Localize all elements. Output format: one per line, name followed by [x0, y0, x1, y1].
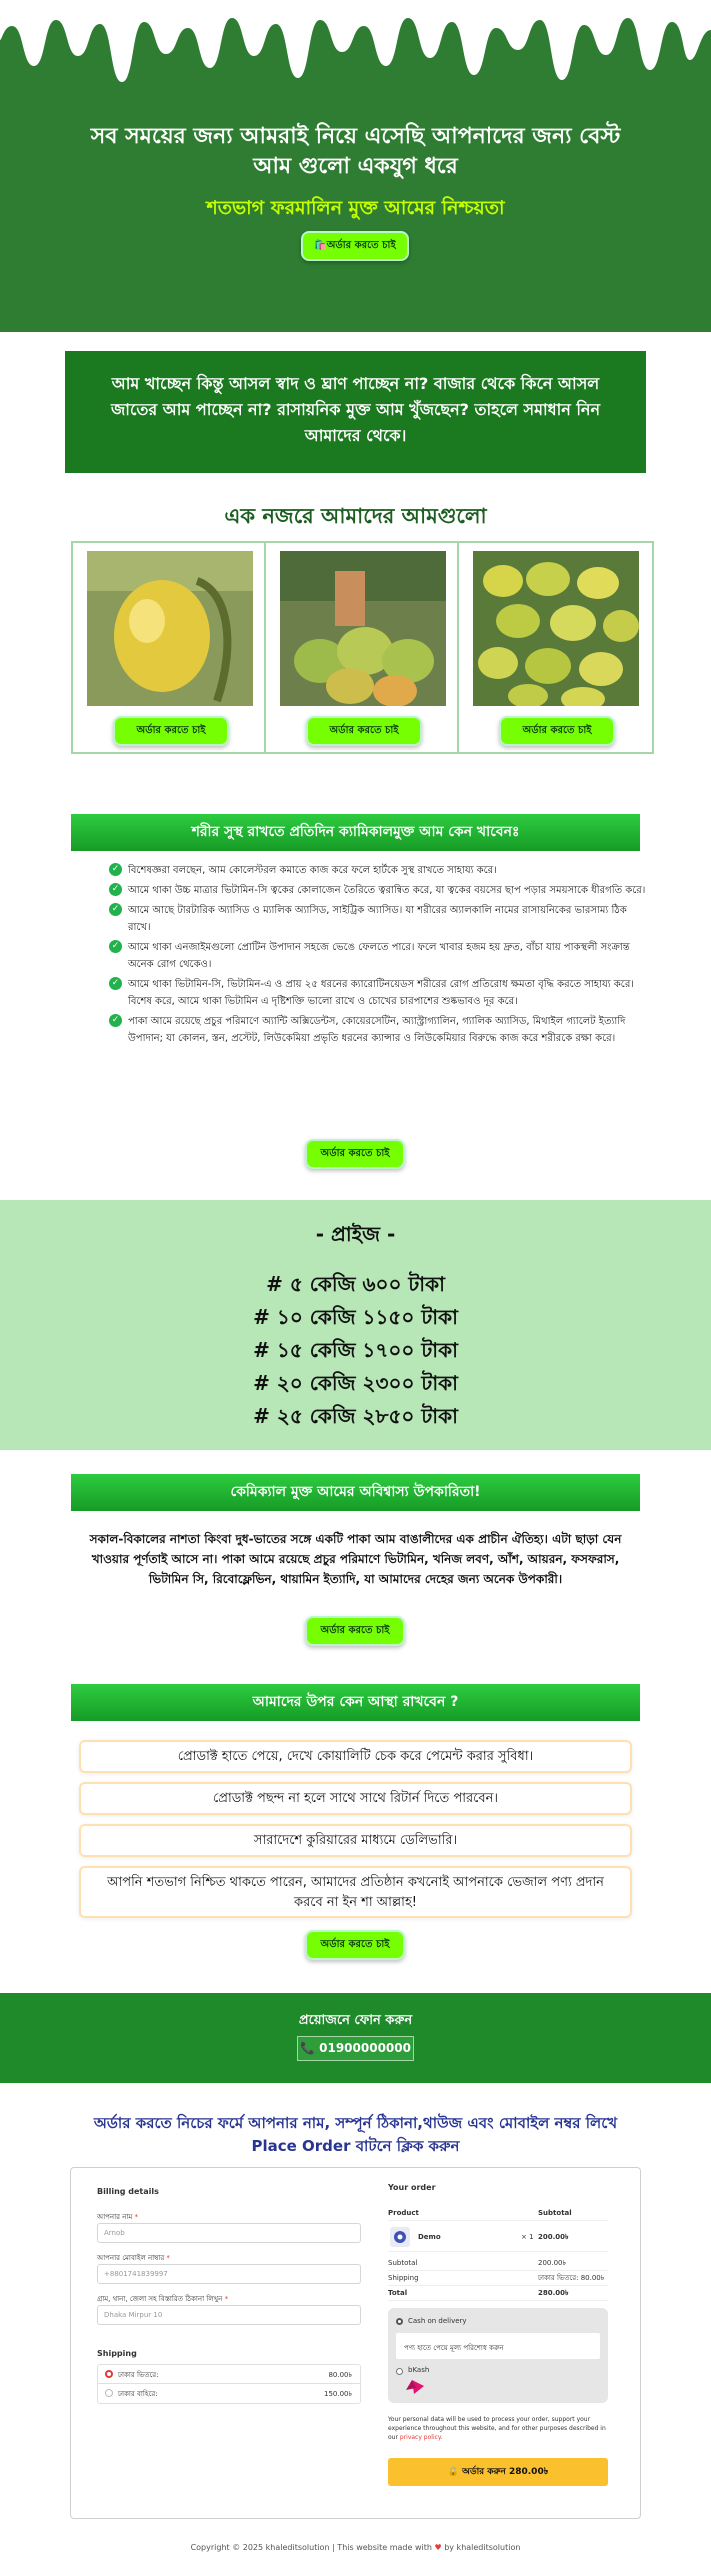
- price-section: [0, 1200, 711, 1450]
- radio-selected-icon[interactable]: [396, 2318, 403, 2325]
- mango-photo-3: [473, 551, 639, 706]
- benefits-header: শরীর সুস্থ রাখতে প্রতিদিন ক্যামিকালমুক্ত আম কেন খাবেনঃ: [71, 814, 640, 851]
- address-input[interactable]: Dhaka Mirpur 10: [97, 2305, 361, 2325]
- card-order-button-3[interactable]: অর্ডার করতে চাই: [499, 716, 615, 746]
- place-order-button[interactable]: 🔒 অর্ডার করুন 280.00৳: [388, 2458, 608, 2486]
- contact-title: প্রয়োজনে ফোন করুন: [298, 2013, 413, 2028]
- trust-item: প্রোডাক্ট হাতে পেয়ে, দেখে কোয়ালিটি চেক করে পেমেন্ট করার সুবিধা।: [79, 1740, 632, 1773]
- cod-label[interactable]: Cash on delivery: [408, 2317, 467, 2325]
- phone-button[interactable]: 📞 01900000000: [297, 2036, 414, 2061]
- chemical-header: কেমিক্যাল মুক্ত আমের অবিশ্বাস্য উপকারিতা!: [71, 1474, 640, 1511]
- price-row: # ২০ কেজি ২৩০০ টাকা: [253, 1371, 458, 1395]
- trust-order-button[interactable]: অর্ডার করতে চাই: [305, 1930, 405, 1960]
- mango-photo-2: [280, 551, 446, 706]
- privacy-text: Your personal data will be used to process your order, support your experience throughout this website, and for other purposes described in our privacy policy.: [388, 2416, 606, 2441]
- benefits-list: [111, 862, 648, 1050]
- bkash-logo-icon: [398, 2378, 428, 2396]
- checkout-form: [70, 2167, 641, 2519]
- privacy-policy-link[interactable]: privacy policy.: [399, 2434, 443, 2441]
- check-icon: ✓: [109, 863, 122, 876]
- order-instructions: অর্ডার করতে নিচের ফর্মে আপনার নাম, সম্পূর্ন ঠিকানা,থাউজ এবং মোবাইল নম্বর লিখে Place Order বাটনে ক্লিক করুন: [93, 2114, 618, 2155]
- total-row: Total 280.00৳: [388, 2286, 608, 2301]
- list-item: ✓ পাকা আমে রয়েছে প্রচুর পরিমাণে অ্যান্টি অক্সিডেন্টস, কোয়েরসেটিন, অ্যাস্ট্রাগ্যালিন, গ্যালিক অ্যাসিড, মিথাইল গ্যালেট ইত্যাদি উপাদান; যা কোলন, স্তন, প্রস্টেট, লিউকেমিয়া প্রভৃতি ধরনের ক্যান্সার ও লিউকেমিয়ার বিরুদ্ধে কাজ করে শরীরকে রক্ষা করে।: [128, 1013, 648, 1047]
- contact-section: [0, 1993, 711, 2083]
- hero-title: সব সময়ের জন্য আমরাই নিয়ে এসেছি আপনাদের জন্য বেস্ট আম গুলো একযুগ ধরে: [90, 124, 621, 179]
- trust-header: আমাদের উপর কেন আস্থা রাখবেন ?: [71, 1684, 640, 1721]
- shipping-row: Shipping ঢাকার ভিতরে: 80.00৳: [388, 2271, 608, 2286]
- price-row: # ১৫ কেজি ১৭০০ টাকা: [253, 1338, 458, 1362]
- shipping-option-outside[interactable]: ঢাকার বাহিরে: 150.00৳: [98, 2384, 360, 2403]
- shipping-option-inside[interactable]: ঢাকার ভিতরে: 80.00৳: [98, 2365, 360, 2384]
- trust-item: প্রোডাক্ট পছন্দ না হলে সাথে সাথে রিটার্ন দিতে পারবেন।: [79, 1782, 632, 1815]
- footer: Copyright © 2025 khaleditsolution | This website made with ♥ by khaleditsolution: [190, 2543, 521, 2552]
- price-title: - প্রাইজ -: [315, 1222, 396, 1246]
- price-row: # ৫ কেজি ৬০০ টাকা: [266, 1272, 445, 1296]
- intro-box: আম খাচ্ছেন কিন্তু আসল স্বাদ ও ঘ্রাণ পাচ্ছেন না? বাজার থেকে কিনে আসল জাতের আম পাচ্ছেন না? রাসায়নিক মুক্ত আম খুঁজছেন? তাহলে সমাধান নিন আমাদের থেকে।: [65, 351, 646, 473]
- card-order-button-1[interactable]: অর্ডার করতে চাই: [113, 716, 229, 746]
- chemical-text: সকাল-বিকালের নাশতা কিংবা দুধ-ভাতের সঙ্গে একটি পাকা আম বাঙালীদের এক প্রাচীন ঐতিহ্য। এটা ছাড়া যেন খাওয়ার পূর্ণতাই আসে না। পাকা আমে রয়েছে প্রচুর পরিমাণে ভিটামিন, খনিজ লবণ, আঁশ, আয়রন, ফসফরাস, ভিটামিন সি, রিবোফ্লেভিন, থায়ামিন ইত্যাদি, যা আমাদের দেহের জন্য অনেক উপকারী।: [89, 1532, 622, 1586]
- price-row: # ১০ কেজি ১১৫০ টাকা: [253, 1305, 458, 1329]
- chemical-order-button[interactable]: অর্ডার করতে চাই: [305, 1616, 405, 1646]
- product-card-2: [264, 541, 461, 754]
- your-order-title: Your order: [388, 2183, 436, 2192]
- name-input[interactable]: Arnob: [97, 2223, 361, 2243]
- product-thumbnail-icon: [390, 2227, 410, 2247]
- bkash-label[interactable]: bKash: [408, 2366, 430, 2374]
- phone-label: আপনার মোবাইল নাম্বার *: [97, 2254, 170, 2262]
- shipping-title: Shipping: [97, 2349, 137, 2358]
- list-item: ✓ আমে থাকা ভিটামিন-সি, ভিটামিন-এ ও প্রায় ২৫ ধরনের ক্যারোটিনয়েডস শরীরের রোগ প্রতিরোধ ক্ষমতা বৃদ্ধি করতে সাহায্য করে। বিশেষ করে, আমে থাকা ভিটামিন এ দৃষ্টিশক্তি ভালো রাখে ও চোখের চারপাশের শুষ্কভাবও দূর করে।: [128, 976, 648, 1010]
- list-item: ✓ বিশেষজ্ঞরা বলছেন, আম কোলেস্টরল কমাতে কাজ করে ফলে হার্টকে সুস্থ রাখতে সাহায্য করে।: [128, 862, 648, 879]
- check-icon: ✓: [109, 940, 122, 953]
- gallery-title: এক নজরে আমাদের আমগুলো: [224, 504, 487, 528]
- product-card-1: [71, 541, 268, 754]
- trust-item: সারাদেশে কুরিয়ারের মাধ্যমে ডেলিভারি।: [79, 1824, 632, 1857]
- list-item: ✓ আমে আছে টারটারিক অ্যাসিড ও ম্যালিক অ্যাসিড, সাইট্রিক অ্যাসিড। যা শরীরের অ্যালকালি নামের রাসায়নিকের ভারসাম্য ঠিক রাখে।: [128, 902, 648, 936]
- check-icon: ✓: [109, 977, 122, 990]
- radio-icon[interactable]: [105, 2389, 113, 2397]
- product-card-3: [457, 541, 654, 754]
- shipping-options: [97, 2364, 361, 2404]
- payment-methods: [388, 2308, 608, 2403]
- trust-item: আপনি শতভাগ নিশ্চিত থাকতে পারেন, আমাদের প্রতিষ্ঠান কখনোই আপনাকে ভেজাল পণ্য প্রদান করবে না ইন শা আল্লাহ!: [79, 1866, 632, 1918]
- billing-title: Billing details: [97, 2187, 159, 2196]
- address-label: গ্রাম, থানা, জেলা সহ বিস্তারিত ঠিকানা লিখুন *: [97, 2295, 229, 2303]
- list-item: ✓ আমে থাকা উচ্চ মাত্রার ভিটামিন-সি ত্বকের কোলাজেন তৈরিতে ত্বরান্বিত করে, যা ত্বকের বয়সের ছাপ পড়ার সময়সাকে ধীরগতি করে।: [128, 882, 648, 899]
- hero-subtitle: শতভাগ ফরমালিন মুক্ত আমের নিশ্চয়তা: [206, 197, 505, 219]
- check-icon: ✓: [109, 883, 122, 896]
- drip-decoration: [0, 0, 711, 100]
- phone-input[interactable]: +8801741839997: [97, 2264, 361, 2284]
- name-label: আপনার নাম *: [97, 2213, 139, 2221]
- subtotal-row: Subtotal 200.00৳: [388, 2256, 608, 2271]
- check-icon: ✓: [109, 903, 122, 916]
- hero-section: [0, 0, 711, 332]
- card-order-button-2[interactable]: অর্ডার করতে চাই: [306, 716, 422, 746]
- price-row: # ২৫ কেজি ২৮৫০ টাকা: [253, 1404, 458, 1428]
- check-icon: ✓: [109, 1014, 122, 1027]
- hero-order-button[interactable]: 🛍️অর্ডার করতে চাই: [301, 231, 409, 261]
- heart-icon: ♥: [434, 2543, 442, 2552]
- list-item: ✓ আমে থাকা এনজাইমগুলো প্রোটিন উপাদান সহজে ভেঙে ফেলতে পারে। ফলে খাবার হজম হয় দ্রুত, বাঁচা যায় পাকস্থলী সংক্রান্ত অনেক রোগ থেকেও।: [128, 939, 648, 973]
- mango-photo-1: [87, 551, 253, 706]
- cod-note-box: পণ্য হাতে পেয়ে মূল্য পরিশোধ করুন: [396, 2333, 600, 2359]
- order-product-row: Demo × 1 200.00৳: [388, 2224, 608, 2252]
- benefits-order-button[interactable]: অর্ডার করতে চাই: [305, 1139, 405, 1169]
- order-table-header: Product Subtotal: [388, 2206, 608, 2221]
- radio-icon[interactable]: [396, 2368, 403, 2375]
- radio-selected-icon[interactable]: [105, 2370, 113, 2378]
